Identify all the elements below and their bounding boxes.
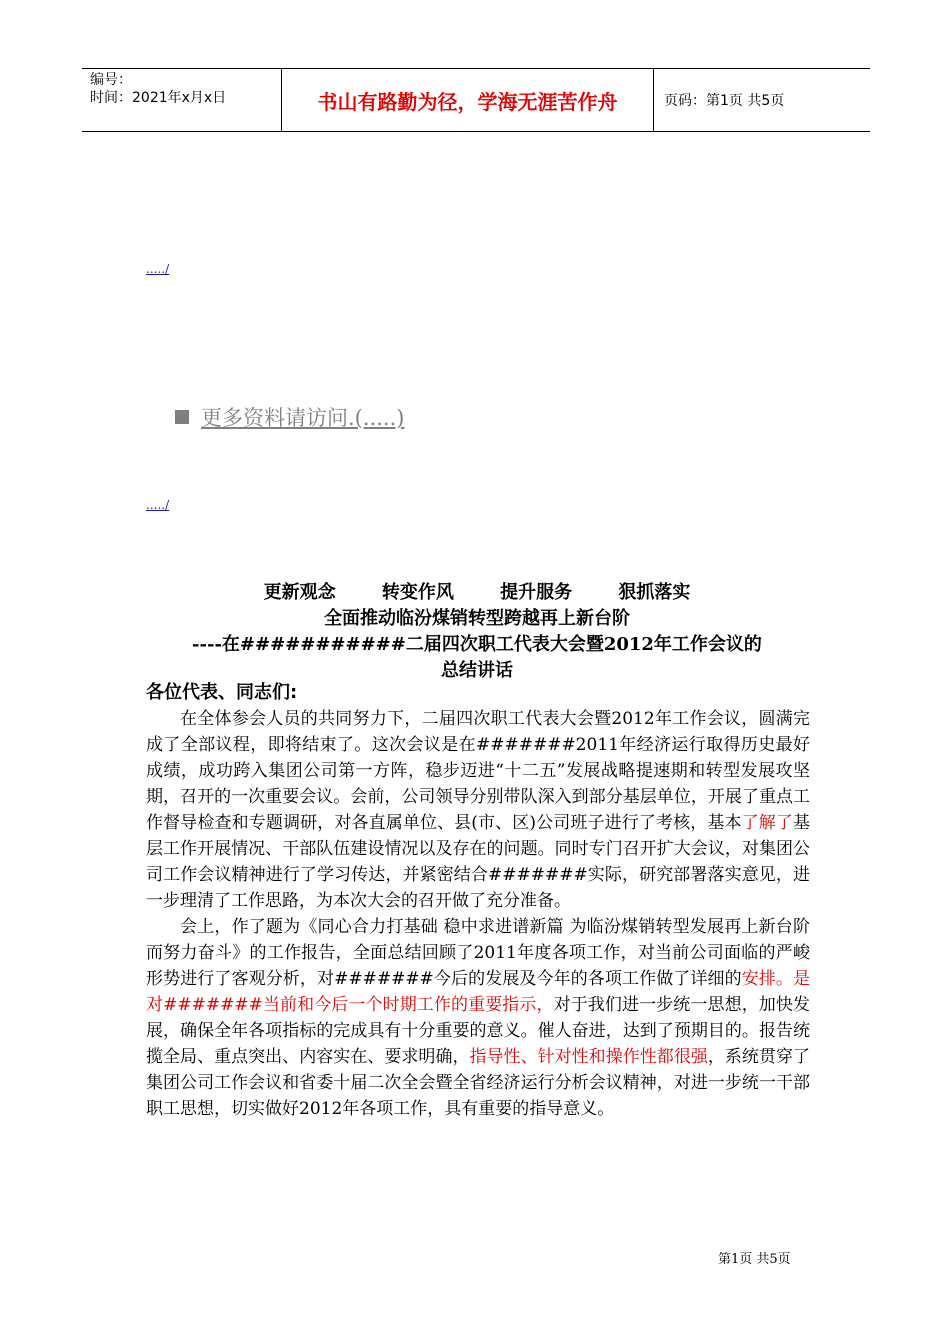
page-header: [82, 68, 870, 132]
paragraph-1-highlight: 了解了: [741, 813, 794, 833]
title-phrase-2: 转变作风: [381, 582, 454, 603]
paragraph-1-end: 基层工作开展情况、干部队伍建设情况以及存在的问题。同时专门召开扩大会议，对集团公司工作会议精神进行了学习传达，并紧密结合#######实际，研究部署落实意见，进一步理清了工作思路，为本次大会的召开做了充分准备。: [146, 813, 811, 911]
header-page-label: 页码：第1页 共5页: [664, 93, 785, 109]
title-phrase-3: 提升服务: [500, 582, 573, 603]
number-label: 编号：: [90, 72, 132, 88]
paragraph-2-text-b: 对于我们进一步统一思想，加快发展，确保全年各项指标的完成具有十分重要的意义。催人奋进，达到了预期目的。报告统揽全局、重点突出、内容实在、要求明确，: [146, 995, 811, 1067]
title-line-1: [140, 580, 814, 606]
title-line-2: 全面推动临汾煤销转型跨越再上新台阶: [324, 608, 630, 629]
header-meta: [82, 69, 282, 131]
more-resources-link[interactable]: [175, 402, 404, 432]
greeting: 各位代表、同志们:: [146, 682, 298, 703]
paragraph-2-text-c: ，系统贯穿了集团公司工作会议和省委十届二次全会暨全省经济运行分析会议精神，对进一步统一干部职工思想，切实做好2012年各项工作，具有重要的指导意义。: [146, 1047, 811, 1119]
paragraph-2-highlight-2: 指导性、针对性和操作性都很强: [469, 1047, 708, 1067]
square-bullet-icon: [175, 410, 189, 424]
paragraph-2-highlight-1: 安排。是对#######当前和今后一个时期工作的重要指示，: [146, 969, 811, 1015]
title-line-4: 总结讲话: [441, 660, 513, 681]
title-line-3: ----在###########二届四次职工代表大会暨2012年工作会议的: [192, 634, 762, 655]
paragraph-2: [146, 914, 810, 1122]
speech-body: [146, 706, 810, 1122]
top-link[interactable]: ...../: [146, 262, 170, 276]
paragraph-2-text-a: 会上，作了题为《同心合力打基础 稳中求进谱新篇 为临汾煤销转型发展再上新台阶而努力奋斗》的工作报告，全面总结回顾了2011年度各项工作，对当前公司面临的严峻形势进行了客观分析，对#######今后的发展及今年的各项工作做了详细的: [146, 917, 810, 989]
title-phrase-4: 狠抓落实: [618, 582, 691, 603]
bottom-link[interactable]: ...../: [146, 498, 170, 512]
page-footer: 第1页 共5页: [718, 1252, 791, 1267]
time-label: 时间：2021年x月x日: [90, 90, 227, 106]
more-resources-text: 更多资料请访问.(.....): [201, 406, 405, 430]
header-motto: 书山有路勤为径，学海无涯苦作舟: [282, 69, 654, 131]
title-phrase-1: 更新观念: [263, 582, 336, 603]
paragraph-1-text: 在全体参会人员的共同努力下，二届四次职工代表大会暨2012年工作会议，圆满完成了全部议程，即将结束了。这次会议是在#######2011年经济运行取得历史最好成绩，成功跨入集团公司第一方阵，稳步迈进“十二五”发展战略提速期和转型发展攻坚期，召开的一次重要会议。会前，公司领导分别带队深入到部分基层单位，开展了重点工作督导检查和专题调研，对各直属单位、县(市、区)公司班子进行了考核，基本: [146, 709, 810, 833]
paragraph-1: [146, 706, 810, 914]
